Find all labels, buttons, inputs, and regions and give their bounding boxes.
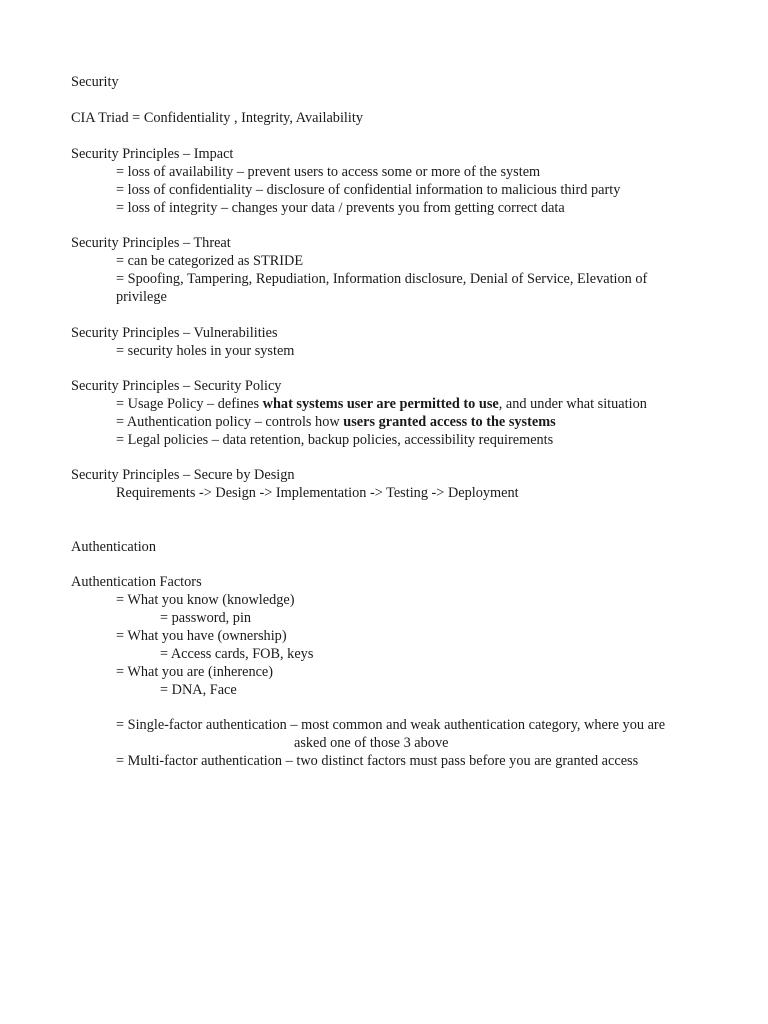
auth-policy-bold: users granted access to the systems — [343, 414, 556, 430]
policy-title: Security Principles – Security Policy — [71, 378, 282, 394]
vulnerabilities-title: Security Principles – Vulnerabilities — [71, 325, 278, 341]
multi-factor-line: = Multi-factor authentication – two distinct factors must pass before you are granted access — [116, 753, 639, 769]
factor-knowledge-example: = password, pin — [160, 610, 252, 626]
heading-authentication: Authentication — [71, 539, 156, 555]
auth-policy-line — [116, 413, 556, 431]
factors-title: Authentication Factors — [71, 574, 202, 590]
usage-policy-prefix: = Usage Policy – defines — [116, 396, 263, 412]
threat-item: privilege — [116, 289, 167, 305]
impact-item: = loss of integrity – changes your data / prevents you from getting correct data — [116, 200, 565, 216]
factor-ownership: = What you have (ownership) — [116, 628, 287, 644]
impact-item: = loss of confidentiality – disclosure of confidential information to malicious third party — [116, 182, 621, 198]
factor-knowledge: = What you know (knowledge) — [116, 592, 295, 608]
single-factor-line: = Single-factor authentication – most common and weak authentication category, where you are — [116, 717, 666, 733]
factor-ownership-example: = Access cards, FOB, keys — [160, 646, 314, 662]
single-factor-continuation: asked one of those 3 above — [294, 735, 449, 751]
usage-policy-suffix: , and under what situation — [498, 396, 647, 412]
cia-triad-line: CIA Triad = Confidentiality , Integrity, Availability — [71, 110, 363, 126]
usage-policy-line — [116, 395, 647, 413]
threat-item: = can be categorized as STRIDE — [116, 253, 304, 269]
usage-policy-bold: what systems user are permitted to use — [262, 396, 499, 412]
impact-title: Security Principles – Impact — [71, 146, 234, 162]
factor-inherence: = What you are (inherence) — [116, 664, 274, 680]
impact-item: = loss of availability – prevent users to access some or more of the system — [116, 164, 541, 180]
design-title: Security Principles – Secure by Design — [71, 467, 295, 483]
factor-inherence-example: = DNA, Face — [160, 682, 237, 698]
threat-title: Security Principles – Threat — [71, 235, 231, 251]
heading-security: Security — [71, 74, 119, 90]
threat-item: = Spoofing, Tampering, Repudiation, Information disclosure, Denial of Service, Elevation of — [116, 271, 648, 287]
auth-policy-prefix: = Authentication policy – controls how — [116, 414, 344, 430]
vulnerabilities-item: = security holes in your system — [116, 343, 295, 359]
legal-policy-line: = Legal policies – data retention, backup policies, accessibility requirements — [116, 432, 554, 448]
design-flow: Requirements -> Design -> Implementation -> Testing -> Deployment — [116, 485, 519, 501]
